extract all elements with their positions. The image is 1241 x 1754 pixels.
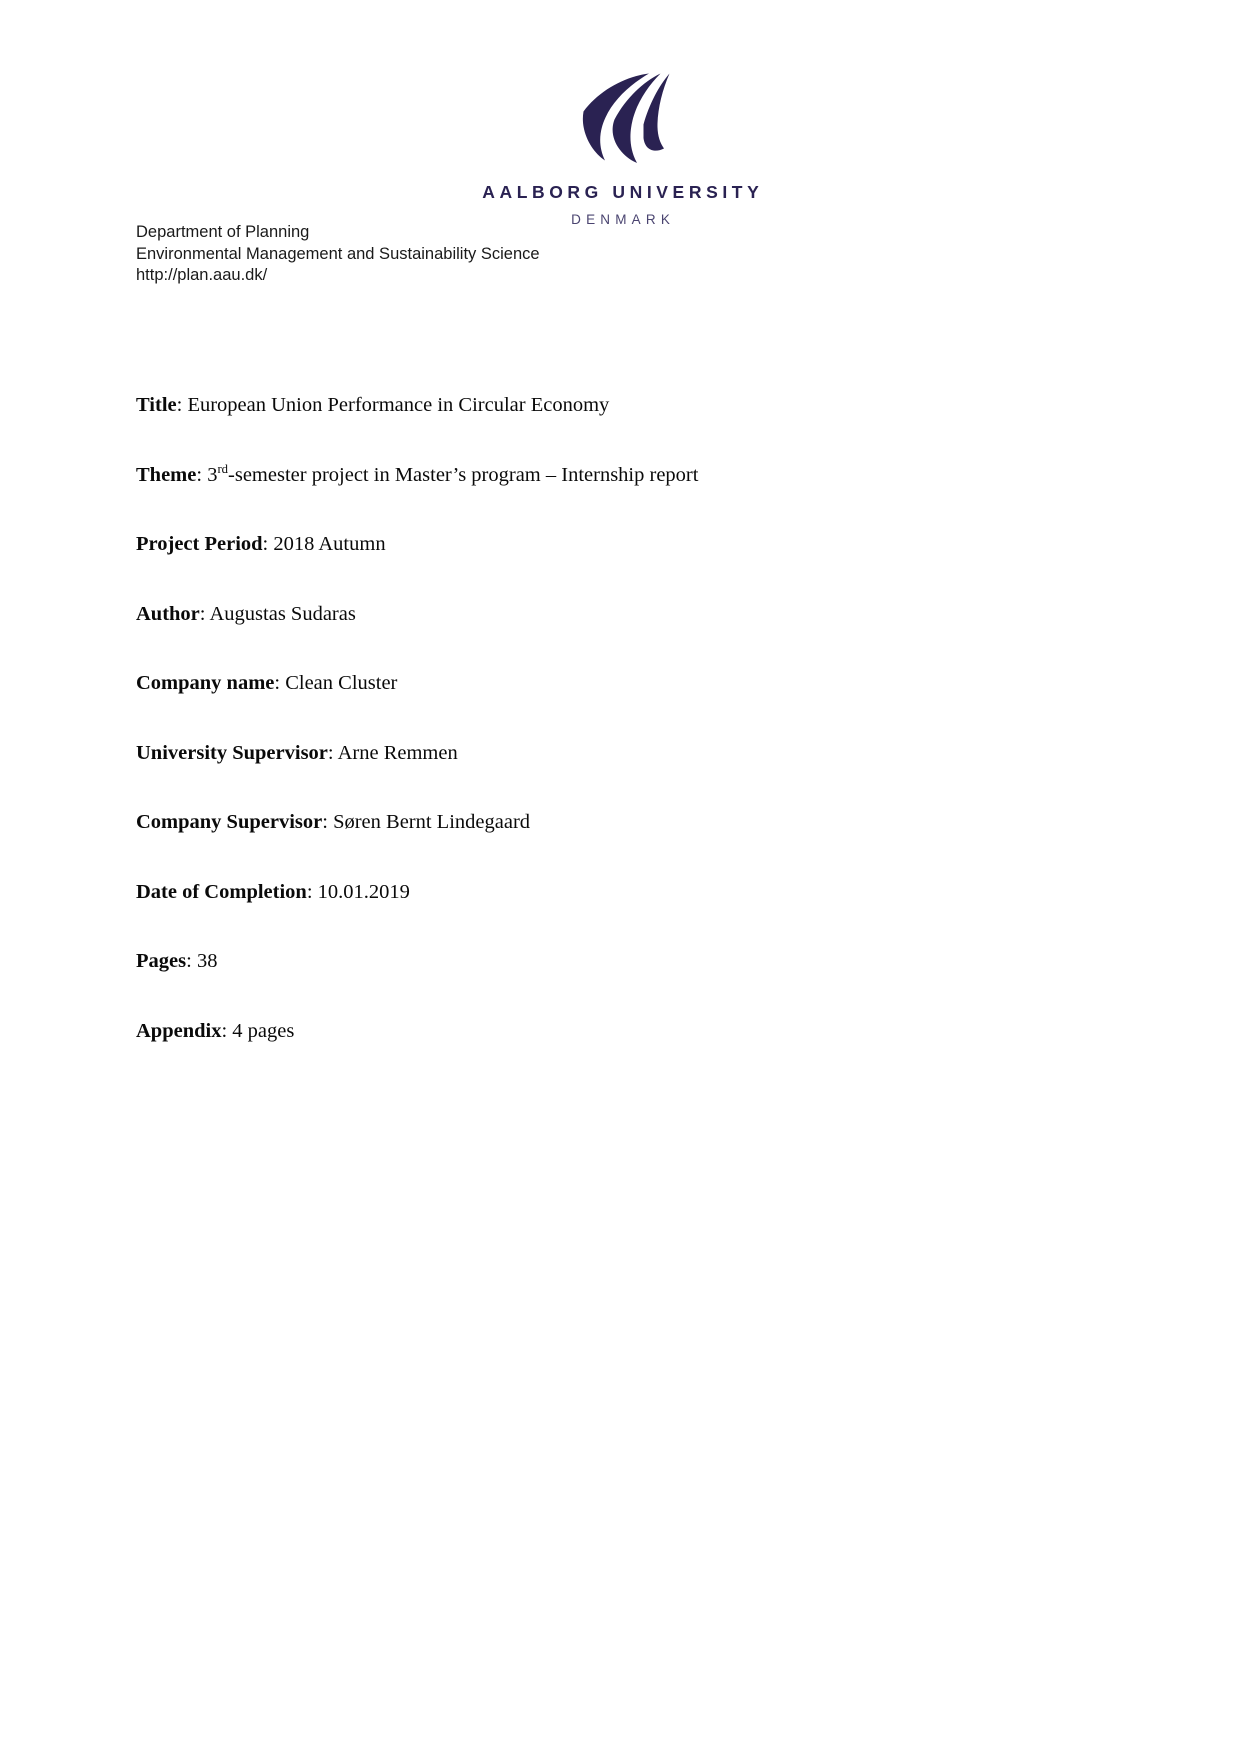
- metadata-label-author: Author: [136, 602, 200, 625]
- metadata-label-date-of-completion: Date of Completion: [136, 880, 307, 903]
- metadata-label-project-period: Project Period: [136, 533, 263, 555]
- metadata-label-appendix: Appendix: [136, 1019, 222, 1042]
- metadata-value-theme-number: 3: [207, 463, 218, 486]
- metadata-value-appendix: 4 pages: [232, 1019, 295, 1042]
- logo-subword: DENMARK: [571, 211, 676, 227]
- metadata-row-title: [136, 392, 1086, 418]
- university-logo-block: [0, 72, 1241, 226]
- metadata-separator-appendix: :: [221, 1019, 233, 1042]
- metadata-label-theme: Theme: [136, 463, 197, 486]
- metadata-separator-university-supervisor: :: [327, 741, 338, 764]
- metadata-separator-pages: :: [186, 950, 197, 972]
- metadata-value-project-period: 2018 Autumn: [273, 533, 386, 555]
- metadata-row-appendix: [136, 1018, 1086, 1044]
- metadata-value-theme-rest: -semester project in Master’s program – Internship report: [228, 463, 699, 486]
- metadata-value-university-supervisor: Arne Remmen: [337, 741, 458, 764]
- metadata-label-company-supervisor: Company Supervisor: [136, 811, 323, 833]
- metadata-value-title: European Union Performance in Circular Economy: [187, 394, 610, 416]
- metadata-separator-company-supervisor: :: [322, 811, 334, 833]
- metadata-separator-date-of-completion: :: [306, 880, 318, 903]
- metadata-separator-title: :: [176, 394, 188, 416]
- metadata-value-author: Augustas Sudaras: [209, 602, 356, 625]
- metadata-label-company-name: Company name: [136, 672, 275, 694]
- metadata-row-company-name: [136, 670, 1086, 696]
- metadata-row-date-of-completion: [136, 879, 1086, 905]
- metadata-separator-company-name: :: [274, 672, 286, 694]
- metadata-row-author: [136, 601, 1086, 627]
- department-program: Environmental Management and Sustainability Science: [136, 244, 540, 263]
- metadata-row-project-period: [136, 531, 1086, 557]
- aalborg-university-flame-logo-icon: [561, 72, 681, 164]
- metadata-label-pages: Pages: [136, 950, 187, 972]
- metadata-value-company-supervisor: Søren Bernt Lindegaard: [333, 811, 531, 833]
- metadata-row-pages: [136, 948, 1086, 974]
- department-block: [136, 222, 540, 287]
- department-name: Department of Planning: [136, 223, 310, 241]
- report-metadata-list: [136, 392, 1086, 1044]
- logo-wordmark: AALBORG UNIVERSITY: [482, 182, 764, 202]
- metadata-separator-theme: :: [196, 463, 208, 486]
- metadata-row-university-supervisor: [136, 740, 1086, 766]
- metadata-value-company-name: Clean Cluster: [285, 672, 398, 694]
- department-url[interactable]: http://plan.aau.dk/: [136, 266, 268, 284]
- metadata-value-pages: 38: [196, 950, 218, 972]
- metadata-value-theme-ordinal: rd: [217, 461, 229, 476]
- metadata-separator-project-period: :: [262, 533, 274, 555]
- metadata-label-university-supervisor: University Supervisor: [136, 741, 328, 764]
- metadata-row-theme: [136, 462, 1086, 488]
- metadata-row-company-supervisor: [136, 809, 1086, 835]
- metadata-label-title: Title: [136, 394, 177, 416]
- metadata-value-date-of-completion: 10.01.2019: [317, 880, 410, 903]
- metadata-separator-author: :: [199, 602, 210, 625]
